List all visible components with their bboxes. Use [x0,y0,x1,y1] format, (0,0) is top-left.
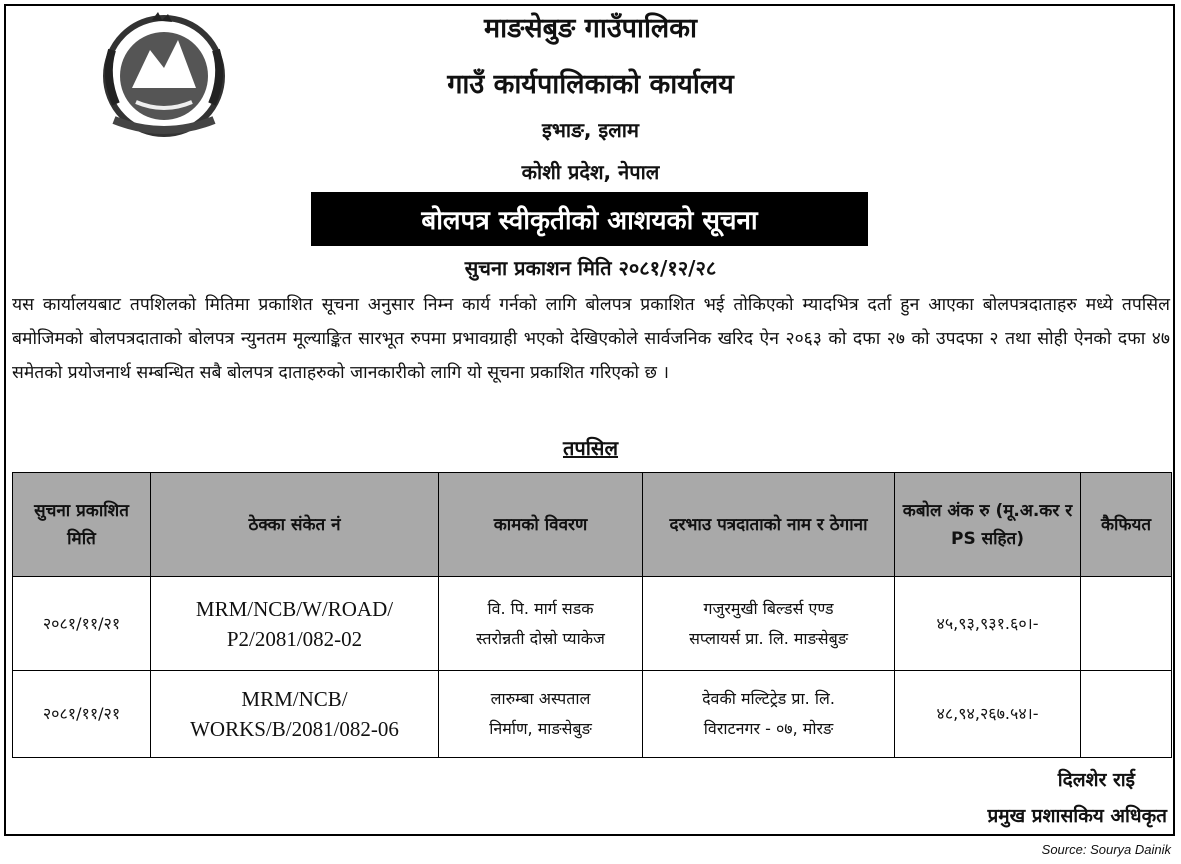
municipality-name: माङसेबुङ गाउँपालिका [484,13,697,44]
office-province: कोशी प्रदेश, नेपाल [521,160,660,184]
office-name: गाउँ कार्यपालिकाको कार्यालय [447,69,734,100]
row-work: वि. पि. मार्ग सडक स्तरोन्नती दोस्रो प्याकेज [439,577,643,671]
award-table [12,472,1172,758]
table-header-row [13,473,1172,577]
row-amount: ४८,९४,२६७.५४।- [895,671,1081,758]
office-location: इभाङ, इलाम [542,118,639,142]
notice-body: यस कार्यालयबाट तपशिलको मितिमा प्रकाशित सूचना अनुसार निम्न कार्य गर्नको लागि बोलपत्र प्रकाशित भई तोकिएको म्यादभित्र दर्ता हुन आएका बोलपत्रदाताहरु मध्ये तपसिल बमोजिमको बोलपत्रदाताको बोलपत्र न्युनतम मूल्याङ्कित सारभूत रुपमा प्रभावग्राही भएको देखिएकोले सार्वजनिक खरिद ऐन २०६३ को दफा २७ को उपदफा २ तथा सोही ऐनको दफा ४७ समेतको प्रयोजनार्थ सम्बन्धित सबै बोलपत्र दाताहरुको जानकारीको लागि यो सूचना प्रकाशित गरिएको छ । [12,295,1170,383]
table-row [13,671,1172,758]
col-header-bidder: दरभाउ पत्रदाताको नाम र ठेगाना [643,473,895,577]
notice-title: बोलपत्र स्वीकृतीको आशयको सूचना [311,192,868,246]
row-remarks [1081,577,1172,671]
row-ref: MRM/NCB/ WORKS/B/2081/082-06 [151,671,439,758]
row-work: लारुम्बा अस्पताल निर्माण, माङसेबुङ [439,671,643,758]
col-header-work: कामको विवरण [439,473,643,577]
col-header-remarks: कैफियत [1081,473,1172,577]
row-ref: MRM/NCB/W/ROAD/ P2/2081/082-02 [151,577,439,671]
table-row [13,577,1172,671]
row-bidder: देवकी मल्टिट्रेड प्रा. लि. विराटनगर - ०७, मोरङ [643,671,895,758]
col-header-ref: ठेक्का संकेत नं [151,473,439,577]
publication-date: सुचना प्रकाशन मिति २०८१/१२/२८ [464,256,717,280]
row-amount: ४५,९३,९३१.६०।- [895,577,1081,671]
signatory-name: दिलशेर राई [1057,769,1135,791]
row-bidder: गजुरमुखी बिल्डर्स एण्ड सप्लायर्स प्रा. लि. माङसेबुङ [643,577,895,671]
col-header-amount: कबोल अंक रु (मू.अ.कर र PS सहित) [895,473,1081,577]
col-header-date: सुचना प्रकाशित मिति [13,473,151,577]
source-credit: Source: Sourya Dainik [1041,842,1171,857]
section-heading: तपसिल [562,436,619,460]
row-date: २०८१/११/२१ [13,577,151,671]
signatory-designation: प्रमुख प्रशासकिय अधिकृत [987,805,1167,827]
row-date: २०८१/११/२१ [13,671,151,758]
row-remarks [1081,671,1172,758]
